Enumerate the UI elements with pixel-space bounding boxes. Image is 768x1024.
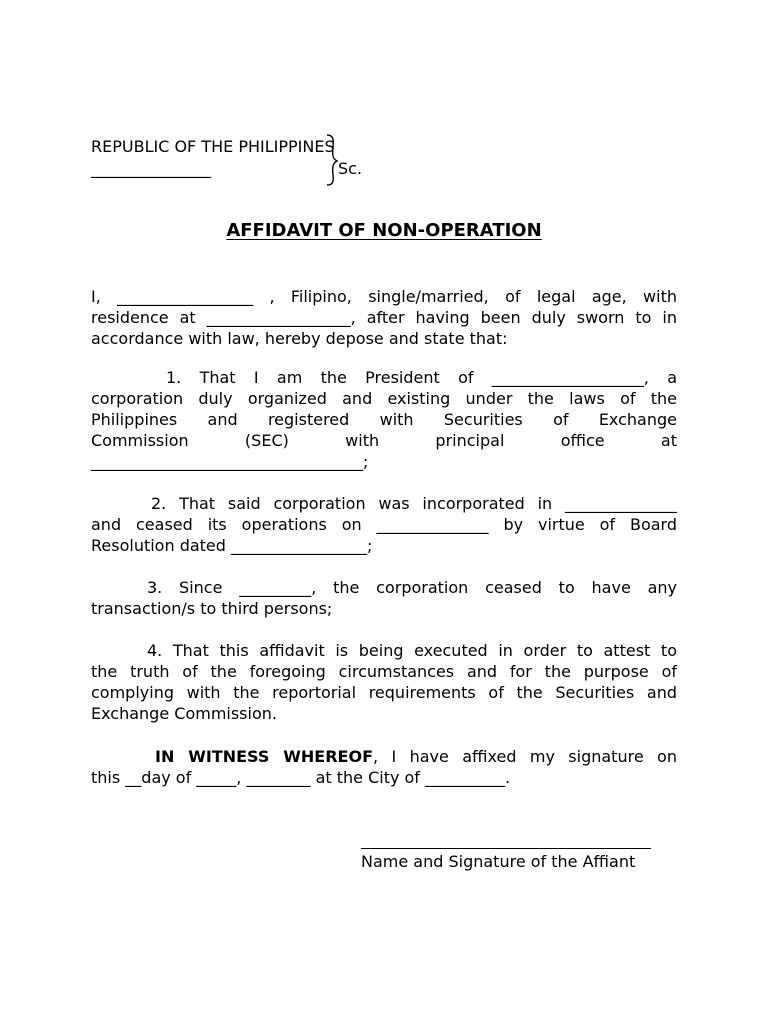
item-4-line-4: Exchange Commission.: [91, 704, 277, 723]
sc-label: Sc.: [338, 159, 363, 178]
item-4-paragraph: [91, 640, 677, 724]
witness-line-1: [91, 746, 677, 767]
item-2-line-1: 2. That said corporation was incorporated in ______________: [151, 494, 677, 513]
item-1-line-5: __________________________________;: [91, 452, 369, 471]
witness-line-2: this __day of _____, ________ at the City of __________.: [91, 768, 511, 787]
item-2-line-3: Resolution dated _________________;: [91, 536, 373, 555]
witness-paragraph: [91, 746, 677, 788]
item-1-line-1: 1. That I am the President of ___________________, a: [166, 368, 677, 387]
intro-line-3: accordance with law, hereby depose and state that:: [91, 329, 508, 348]
document-title-text: AFFIDAVIT OF NON-OPERATION: [226, 220, 542, 241]
item-1-paragraph: [91, 367, 677, 472]
item-1-line-3: Philippines and registered with Securities of Exchange: [91, 410, 677, 429]
document-title: [0, 220, 768, 242]
item-4-line-2: the truth of the foregoing circumstances and for the purpose of: [91, 662, 677, 681]
republic-heading: REPUBLIC OF THE PHILIPPINES: [91, 137, 335, 156]
item-3-line-2: transaction/s to third persons;: [91, 599, 333, 618]
witness-bold: IN WITNESS WHEREOF: [155, 747, 373, 766]
item-4-line-1: 4. That this affidavit is being executed in order to attest to: [147, 641, 677, 660]
item-3-paragraph: [91, 577, 677, 619]
item-2-paragraph: [91, 493, 677, 556]
item-3-line-1: 3. Since _________, the corporation ceased to have any: [147, 578, 677, 597]
item-4-line-3: complying with the reportorial requirements of the Securities and: [91, 683, 677, 702]
signature-line: [361, 848, 651, 849]
item-1-line-4: Commission (SEC) with principal office at: [91, 431, 677, 450]
intro-line-2: residence at __________________, after having been duly sworn to in: [91, 308, 677, 327]
intro-paragraph: [91, 286, 677, 349]
intro-line-1: I, _________________ , Filipino, single/married, of legal age, with: [91, 287, 677, 306]
item-1-line-2: corporation duly organized and existing under the laws of the: [91, 389, 677, 408]
venue-blank: _______________: [91, 159, 211, 178]
signature-label: Name and Signature of the Affiant: [361, 852, 636, 871]
item-2-line-2: and ceased its operations on ______________ by virtue of Board: [91, 515, 677, 534]
witness-line-1-rest: , I have affixed my signature on: [373, 747, 677, 766]
